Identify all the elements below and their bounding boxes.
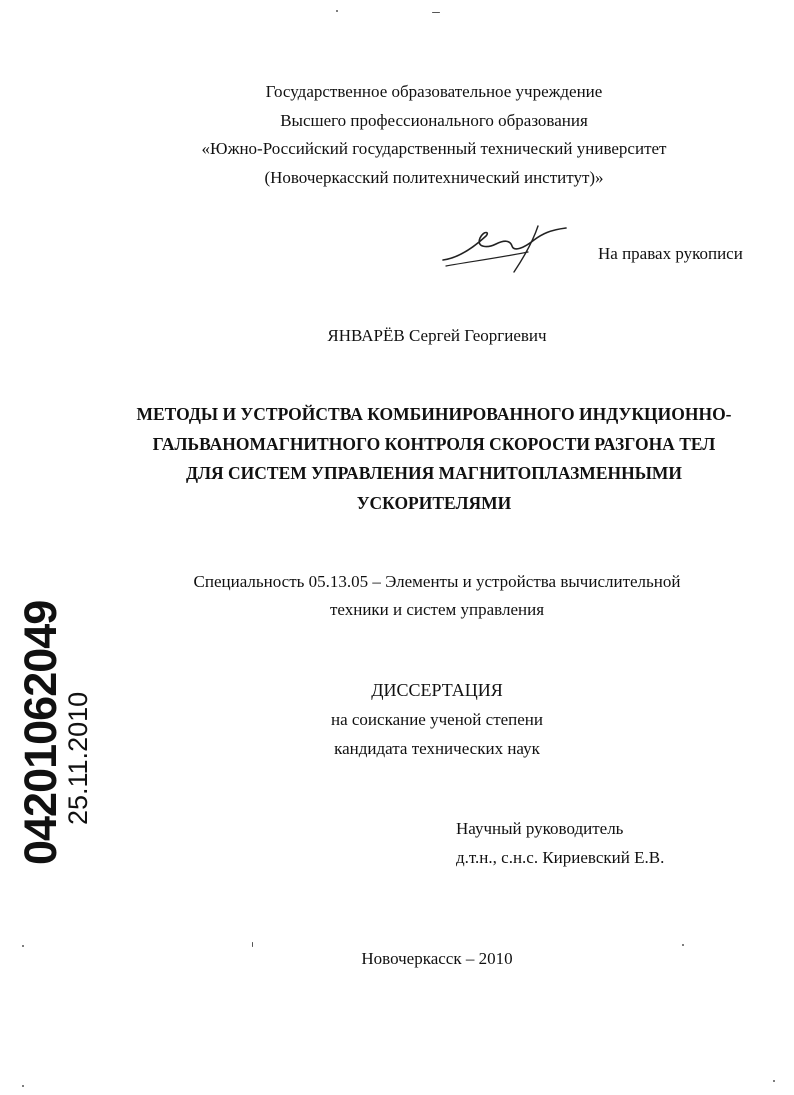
dissertation-title	[0, 400, 794, 518]
rights-note: На правах рукописи	[598, 244, 743, 263]
title-line-2: ГАЛЬВАНОМАГНИТНОГО КОНТРОЛЯ СКОРОСТИ РАЗГОНА ТЕЛ	[152, 433, 716, 454]
dissertation-heading: ДИССЕРТАЦИЯ	[371, 680, 503, 700]
scan-speck	[252, 942, 253, 947]
institution-line-3: «Южно-Российский государственный технический университет	[201, 139, 667, 158]
institution-line-1: Государственное образовательное учреждение	[265, 82, 603, 101]
institution-line-2: Высшего профессионального образования	[280, 110, 588, 130]
specialty-block	[0, 568, 794, 624]
stamp-date: 25.11.2010	[63, 691, 93, 825]
specialty-line-1: Специальность 05.13.05 – Элементы и устройства вычислительной	[193, 572, 681, 591]
advisor-block	[456, 814, 664, 872]
institution-block	[0, 78, 794, 192]
signature-graphic	[438, 218, 578, 278]
title-line-4: УСКОРИТЕЛЯМИ	[356, 492, 512, 513]
scan-speck	[773, 1080, 775, 1082]
degree-line-1: на соискание ученой степени	[330, 710, 544, 729]
scan-speck	[432, 12, 440, 13]
scan-speck	[22, 1085, 24, 1087]
scan-speck	[336, 10, 338, 12]
institution-line-4: (Новочеркасский политехнический институт)»	[264, 167, 604, 187]
specialty-line-2: техники и систем управления	[329, 600, 545, 619]
stamp-number: 04201062049	[15, 600, 66, 865]
city-year: Новочеркасск – 2010	[361, 949, 513, 968]
dissertation-block	[0, 676, 794, 763]
advisor-name: д.т.н., с.н.с. Кириевский Е.В.	[456, 848, 665, 867]
degree-line-2: кандидата технических наук	[334, 739, 540, 758]
title-line-1: МЕТОДЫ И УСТРОЙСТВА КОМБИНИРОВАННОГО ИНДУКЦИОННО-	[136, 404, 732, 424]
advisor-role: Научный руководитель	[456, 819, 624, 838]
scan-speck	[22, 945, 24, 947]
scan-speck	[682, 944, 684, 946]
title-line-3: ДЛЯ СИСТЕМ УПРАВЛЕНИЯ МАГНИТОПЛАЗМЕННЫМИ	[185, 463, 683, 483]
library-stamp	[15, 600, 93, 865]
author-name: ЯНВАРЁВ Сергей Георгиевич	[327, 326, 547, 345]
